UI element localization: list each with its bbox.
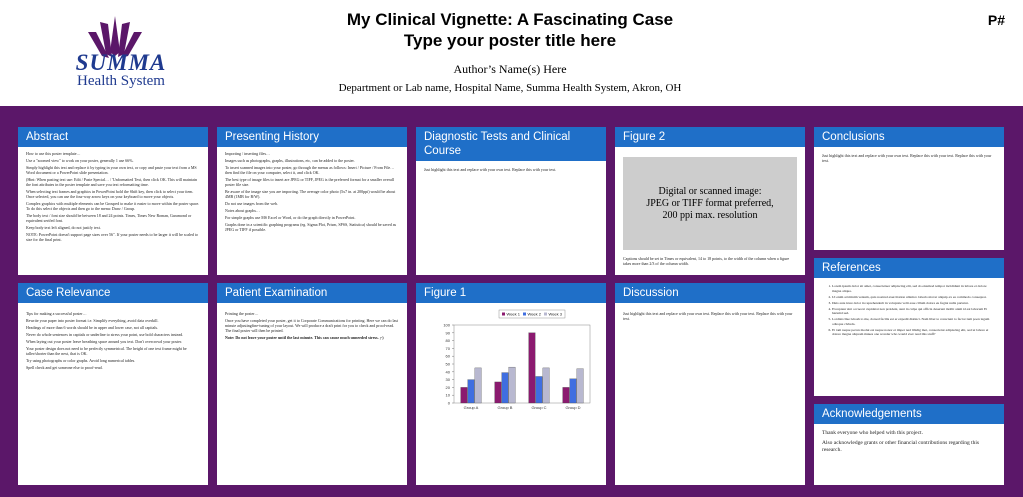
diagnostic-body (416, 161, 606, 178)
figure1-bar-chart (424, 307, 598, 415)
figure2-panel (615, 127, 805, 275)
abstract-para: NOTE: PowerPoint doesn't support page sizes over 56". If your poster needs to be larger it will be scaled to size for the final print. (26, 232, 199, 242)
presenting-history-panel (217, 127, 407, 275)
abstract-para: The body text / font size should be between 18 and 24 points. Times, Times New Roman, Garamond or equivalent serifed font. (26, 213, 192, 223)
reference-item: 4. Excepteur sint occaecat cupidatat non proident, sunt in culpa qui officia deserunt mollit anim id est laborum Et harumd sed. (832, 307, 996, 316)
history-para: Do not use images from the web. (225, 201, 278, 206)
discussion-heading: Discussion (615, 283, 805, 303)
abstract-para: How to use this poster template… (26, 151, 81, 156)
y-tick-label: 40 (445, 369, 450, 375)
y-tick-label: 70 (445, 345, 450, 351)
case-relevance-para: Your poster design does not need to be perfectly symmetrical. The height of one text frame might be taller/shorter than the next, that is OK. (26, 346, 187, 356)
patient-exam-para: Once you have completed your poster, get it to Corporate Communications for printing. Here we can do last minute adjustingfine-tuning of your layout. We will produce a draft print for you to check and proof-read. The final poster will then be printed. (225, 318, 399, 333)
conclusions-heading: Conclusions (814, 127, 1004, 147)
abstract-para: Simply highlight this text and replace it by typing in your own text, or copy and paste your text from a MS Word document or a PowerPoint slide presentation. (26, 165, 197, 175)
figure1-heading: Figure 1 (416, 283, 606, 303)
placeholder-line: JPEG or TIFF format preferred, (646, 197, 774, 209)
patient-exam-para: Printing the poster… (225, 311, 259, 316)
y-tick-label: 0 (447, 400, 450, 406)
patient-exam-body (217, 303, 407, 346)
figure2-caption: Captions should be set in Times or equivalent, 14 to 18 points, to the width of the column when a figure takes more than 2/3 of the column width. (623, 256, 790, 266)
reference-item: 1. Lorem ipsum dolor sit amet, consectetuer adipiscing elit, sed do eiusmod tempor incididunt in labore et dolore magna aliqua. (832, 284, 996, 293)
case-relevance-body (18, 303, 208, 376)
poster-number: P# (987, 12, 1005, 28)
legend-swatch (523, 313, 526, 316)
presenting-history-body (217, 147, 407, 238)
abstract-para: Use a "zoomed view" to work on your poster, generally 1 use 66%. (26, 158, 134, 163)
references-heading: References (814, 258, 1004, 278)
logo-summa: SUMMA (75, 50, 167, 75)
discussion-body (615, 303, 805, 327)
bar (468, 380, 475, 403)
presenting-history-heading: Presenting History (217, 127, 407, 147)
y-tick-label: 60 (445, 353, 450, 359)
diagnostic-heading: Diagnostic Tests and Clinical Course (416, 127, 606, 161)
bar (529, 333, 536, 403)
patient-exam-note: Note: Do not leave your poster until the last minute. This can cause much unneeded stress. ;-) (225, 335, 384, 340)
bar (495, 382, 502, 403)
abstract-para: When selecting text frames and graphics in PowerPoint hold the Shift key, then click to select your item. Once selected, you can use the four-way arrow keys on your keyboard to move your objects. (26, 189, 194, 199)
legend-label: Week 2 (527, 311, 541, 317)
bar (461, 387, 468, 403)
reference-item: 6. Et tam neque pecun modut est neque nonor et imper ned libidig met, consectetur adipiscing elit, sed ut labore et dolore magna aliquam makes one wonder who would ever read this stuff? (832, 328, 996, 337)
y-tick-label: 10 (445, 392, 450, 398)
poster-title-line1: My Clinical Vignette: A Fascinating Case (346, 10, 674, 29)
department: Department or Lab name, Hospital Name, Summa Health System, Akron, OH (338, 82, 682, 94)
abstract-para: Complex graphics with multiple elements can be Grouped to make it easier to move within the poster space. To do this select the objects and then go to the menu: Draw / Group. (26, 201, 200, 211)
acknowledgement-para: Thank everyone who helped with this project. (822, 430, 923, 436)
bar (509, 367, 515, 403)
abstract-para: (Hint: When pasting text use: Edit / Paste Special… / 'Unformatted Text, then click OK. This will maintain the font attributes in the poster template and save you text reformatting time. (26, 177, 197, 187)
logo-wordmark (66, 50, 176, 90)
poster-title-line2: Type your poster title here (403, 31, 617, 50)
legend-label: Week 1 (506, 311, 520, 317)
figure2-image-placeholder (623, 157, 797, 250)
case-relevance-para: Rewrite your paper into poster format i.e. Simplify everything, avoid data overkill. (26, 318, 159, 323)
patient-exam-panel (217, 283, 407, 485)
references-list (814, 278, 1004, 342)
title-block (260, 9, 760, 94)
y-tick-label: 100 (443, 322, 450, 328)
x-tick-label: Group A (463, 405, 479, 410)
reference-item: 2. Ut enim ad minim veniam, quis nostrud exercitation ullamco laboris nisi ut aliquip ex ea commodo consequat. (832, 295, 996, 300)
conclusions-para: Just highlight this text and replace with your own text. Replace this with your text. Replace this with your text. (822, 153, 992, 163)
logo-health-system: Health System (77, 73, 165, 89)
history-para: To insert scanned images into your poster, go through the menus as follows: Insert / Picture / From File… then find the file on your computer, select it, and click OK. (225, 165, 395, 175)
references-panel (814, 258, 1004, 396)
case-relevance-panel (18, 283, 208, 485)
poster-header (0, 0, 1023, 120)
history-para: Images such as photographs, graphs, illustrations, etc, can be added to the poster. (225, 158, 355, 163)
diagnostic-para: Just highlight this text and replace with your own text. Replace this with your text. (424, 167, 557, 172)
history-para: Be aware of the image size you are importing. The average color photo (5x7 in. at 200ppi) would be about 4MB (1MB for B/W). (225, 189, 396, 199)
placeholder-line: Digital or scanned image: (658, 185, 762, 197)
y-tick-label: 20 (445, 384, 450, 390)
reference-item: 5. Lordiats like Ghosh to me, dorsed facilis est er expedit distinct. Nam liber te conscient to factor tum poen legum odioque civiuda. (832, 317, 996, 326)
bar (502, 373, 509, 403)
conclusions-body (814, 147, 1004, 169)
case-relevance-heading: Case Relevance (18, 283, 208, 303)
discussion-para: Just highlight this text and replace with your own text. Replace this with your text. Replace this with your text. (623, 311, 793, 321)
case-relevance-para: Never do whole sentences in capitals or underline to stress your point, use bold characters instead. (26, 332, 184, 337)
history-para: Notes about graphs… (225, 208, 260, 213)
bar (536, 376, 543, 403)
patient-exam-heading: Patient Examination (217, 283, 407, 303)
bar (577, 369, 584, 403)
case-relevance-para: Spell check and get someone else to proof-read. (26, 365, 103, 370)
y-tick-label: 90 (445, 330, 450, 336)
history-para: For simple graphs use MS Excel or Word, or do the graph directly in PowerPoint. (225, 215, 356, 220)
acknowledgements-heading: Acknowledgements (814, 404, 1004, 424)
case-relevance-para: When laying out your poster leave breathing space around you text. Don't overcrowd your poster. (26, 339, 183, 344)
figure1-chart-wrap (424, 307, 598, 415)
y-tick-label: 50 (445, 361, 450, 367)
y-tick-label: 80 (445, 338, 450, 344)
history-para: Graphs done in a scientific graphing programs (eg. Sigma Plot, Prism, SPSS, Statistica) should be saved as JPEG or TIFF if possible. (225, 222, 397, 232)
abstract-para: Keep body text left aligned, do not justify text. (26, 225, 101, 230)
bar (563, 387, 570, 403)
abstract-heading: Abstract (18, 127, 208, 147)
discussion-panel (615, 283, 805, 485)
figure2-heading: Figure 2 (615, 127, 805, 147)
legend-label: Week 3 (548, 311, 562, 317)
legend-swatch (502, 313, 505, 316)
acknowledgements-panel (814, 404, 1004, 485)
x-tick-label: Group D (565, 405, 581, 410)
bar (543, 368, 550, 403)
reference-item: 3. Duis aute irure dolor in reprehenderit in voluptate velit esse cillum dolore eu fugiat nulla pariatur. (832, 301, 996, 306)
history-para: The best type of image files to insert are JPEG or TIFF, JPEG is the preferred format for a smaller overall poster file size. (225, 177, 395, 187)
author-names: Author’s Name(s) Here (453, 62, 567, 76)
history-para: Importing / inserting files… (225, 151, 270, 156)
x-tick-label: Group C (531, 405, 547, 410)
y-tick-label: 30 (445, 377, 450, 383)
conclusions-panel (814, 127, 1004, 250)
legend-swatch (544, 313, 547, 316)
x-tick-label: Group B (497, 405, 513, 410)
bar (570, 379, 577, 403)
abstract-body (18, 147, 208, 248)
abstract-panel (18, 127, 208, 275)
case-relevance-para: Tips for making a successful poster… (26, 311, 87, 316)
bar (475, 368, 482, 403)
placeholder-line: 200 ppi max. resolution (662, 209, 758, 221)
diagnostic-panel (416, 127, 606, 275)
figure1-panel (416, 283, 606, 485)
case-relevance-para: Try using photographs or color graphs. Avoid long numerical tables. (26, 358, 136, 363)
case-relevance-para: Headings of more than 6 words should be in upper and lower case, not all capitals. (26, 325, 159, 330)
acknowledgement-para: Also acknowledge grants or other financial contributions regarding this research. (822, 440, 980, 453)
acknowledgements-body (814, 424, 1004, 463)
